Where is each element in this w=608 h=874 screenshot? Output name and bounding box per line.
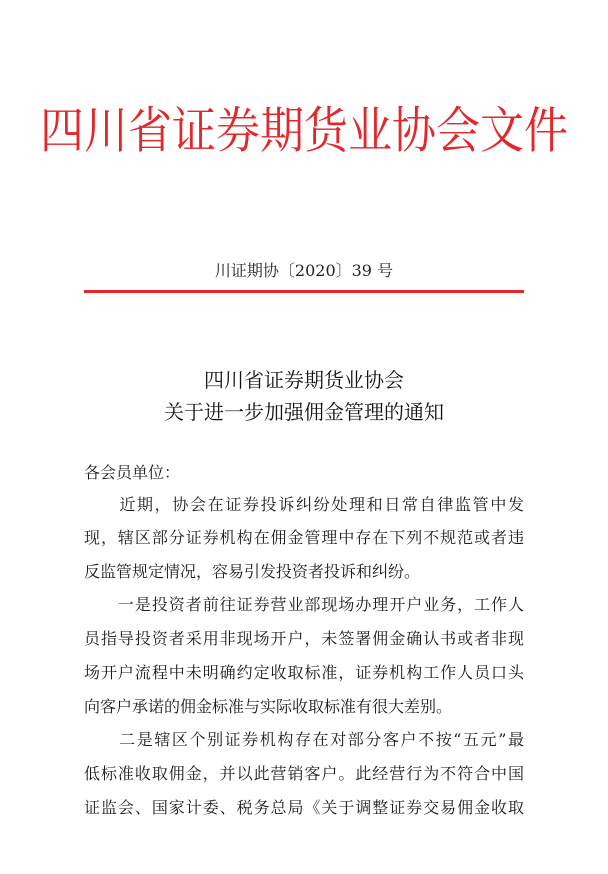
body-line: 向客户承诺的佣金标准与实际收取标准有很大差别。 <box>84 697 453 716</box>
body-line: 近期，协会在证券投诉纠纷处理和日常自律监管中发 <box>84 495 524 514</box>
body-line: 低标准收取佣金，并以此营销客户。此经营行为不符合中国 <box>84 764 524 783</box>
document-header-title: 四川省证券期货业协会文件 <box>40 102 568 160</box>
body-line: 一是投资者前往证券营业部现场办理开户业务，工作人 <box>84 595 524 614</box>
document-number: 川证期协〔2020〕39 号 <box>214 261 394 280</box>
body-line: 场开户流程中未明确约定收取标准，证券机构工作人员口头 <box>84 663 524 682</box>
body-line: 现，辖区部分证券机构在佣金管理中存在下列不规范或者违 <box>84 528 524 547</box>
body-line: 反监管规定情况，容易引发投资者投诉和纠纷。 <box>84 562 421 581</box>
salutation: 各会员单位： <box>84 463 181 482</box>
body-line: 二是辖区个别证券机构存在对部分客户不按“五元”最 <box>84 730 524 749</box>
notice-title-line-1: 四川省证券期货业协会 <box>204 368 404 392</box>
notice-title-line-2: 关于进一步加强佣金管理的通知 <box>164 400 444 424</box>
body-line: 证监会、国家计委、税务总局《关于调整证券交易佣金收取 <box>84 798 524 817</box>
red-divider-line <box>84 290 524 293</box>
body-line: 员指导投资者采用非现场开户，未签署佣金确认书或者非现 <box>84 629 524 648</box>
